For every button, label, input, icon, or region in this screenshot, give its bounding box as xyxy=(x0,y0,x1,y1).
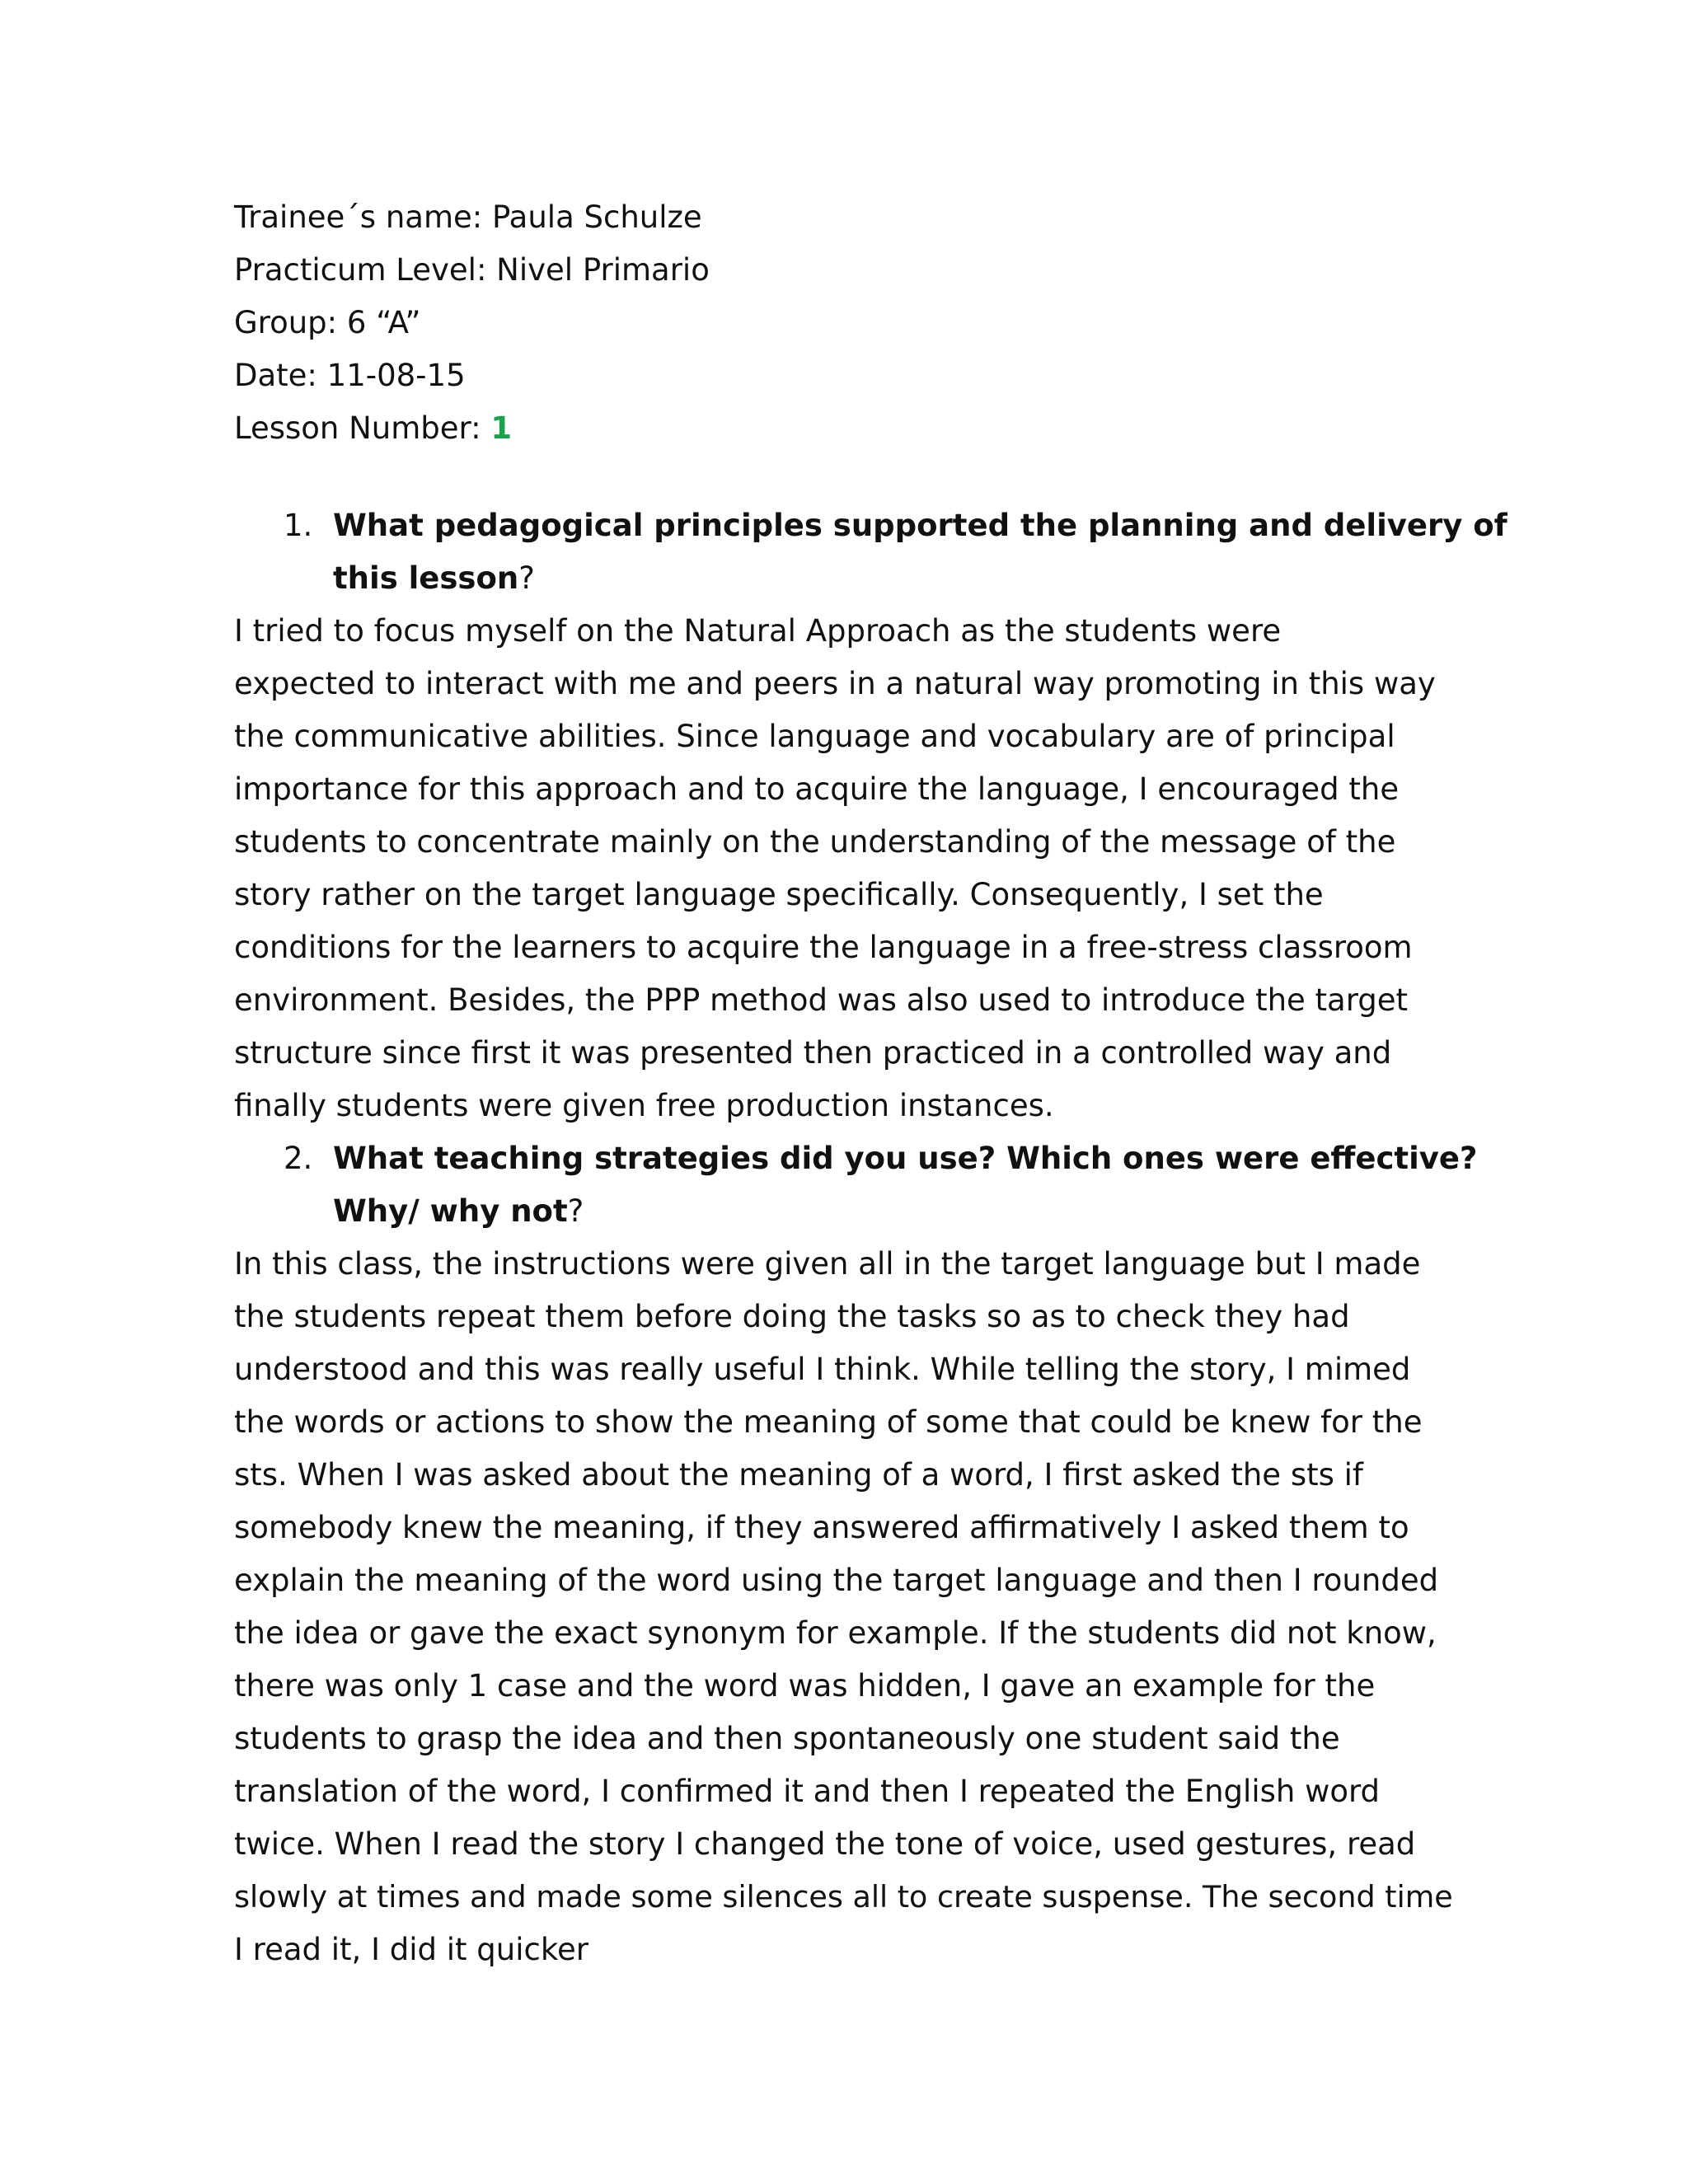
practicum-level-value: Nivel Primario xyxy=(496,252,710,288)
group-line xyxy=(234,297,1470,349)
answer-line: somebody knew the meaning, if they answered affirmatively I asked them to xyxy=(234,1510,1409,1545)
answer-line: structure since first it was presented then practiced in a controlled way and xyxy=(234,1035,1392,1071)
lesson-number-label: Lesson Number: xyxy=(234,410,481,446)
answer-line: there was only 1 case and the word was hidden, I gave an example for the xyxy=(234,1668,1376,1704)
question-text xyxy=(333,1132,1478,1238)
trainee-name-value: Paula Schulze xyxy=(492,199,702,235)
answer-2 xyxy=(234,1238,1470,1976)
question-1 xyxy=(234,499,1507,605)
question-text-fragment: this lesson xyxy=(333,560,519,596)
question-number: 2. xyxy=(284,1141,313,1176)
answer-line: importance for this approach and to acquire the language, I encouraged the xyxy=(234,771,1400,807)
practicum-level-label: Practicum Level: xyxy=(234,252,487,288)
answer-paragraph xyxy=(234,1238,1470,1976)
answer-line: expected to interact with me and peers in a natural way promoting in this way xyxy=(234,666,1436,701)
practicum-level-line xyxy=(234,244,1470,297)
answer-line: story rather on the target language specifically. Consequently, I set the xyxy=(234,877,1324,912)
answer-line: sts. When I was asked about the meaning of a word, I first asked the sts if xyxy=(234,1457,1363,1493)
answer-line: the idea or gave the exact synonym for example. If the students did not know, xyxy=(234,1615,1437,1651)
answer-1 xyxy=(234,605,1470,1132)
question-2 xyxy=(234,1132,1478,1238)
group-label: Group: xyxy=(234,305,338,340)
answer-line: explain the meaning of the word using the target language and then I rounded xyxy=(234,1563,1439,1598)
answer-line: slowly at times and made some silences all to create suspense. The second time xyxy=(234,1879,1453,1915)
lesson-number-value: 1 xyxy=(490,410,513,446)
question-mark: ? xyxy=(567,1193,584,1229)
date-line xyxy=(234,349,1470,402)
question-number: 1. xyxy=(284,508,313,543)
question-text-line xyxy=(333,552,1470,605)
answer-line: twice. When I read the story I changed the tone of voice, used gestures, read xyxy=(234,1826,1416,1862)
answer-line: the words or actions to show the meaning of some that could be knew for the xyxy=(234,1404,1423,1440)
answer-line: translation of the word, I confirmed it and then I repeated the English word xyxy=(234,1774,1381,1809)
answer-line: the communicative abilities. Since language and vocabulary are of principal xyxy=(234,719,1395,754)
answer-line: finally students were given free production instances. xyxy=(234,1088,1054,1123)
question-text-line: What pedagogical principles supported the planning and delivery of xyxy=(333,508,1507,543)
date-label: Date: xyxy=(234,358,317,393)
answer-line: environment. Besides, the PPP method was also used to introduce the target xyxy=(234,982,1409,1018)
question-text-line: What teaching strategies did you use? Which ones were effective? xyxy=(333,1141,1478,1176)
answer-line: the students repeat them before doing the tasks so as to check they had xyxy=(234,1299,1350,1334)
date-value: 11-08-15 xyxy=(326,358,466,393)
lesson-header xyxy=(234,191,1470,455)
question-text xyxy=(333,499,1507,605)
answer-line: I tried to focus myself on the Natural Approach as the students were xyxy=(234,613,1282,649)
lesson-number-line xyxy=(234,402,1470,455)
answer-line: conditions for the learners to acquire the language in a free-stress classroom xyxy=(234,930,1413,965)
answer-paragraph xyxy=(234,605,1470,1132)
trainee-name-label: Trainee´s name: xyxy=(234,199,483,235)
question-text-line xyxy=(333,1185,1470,1238)
answer-line: In this class, the instructions were given all in the target language but I made xyxy=(234,1246,1421,1282)
answer-line: students to concentrate mainly on the understanding of the message of the xyxy=(234,824,1396,860)
question-mark: ? xyxy=(518,560,535,596)
group-value: 6 “A” xyxy=(346,305,421,340)
trainee-name-line xyxy=(234,191,1470,244)
answer-line: students to grasp the idea and then spontaneously one student said the xyxy=(234,1721,1340,1756)
question-text-fragment: Why/ why not xyxy=(333,1193,568,1229)
answer-line: understood and this was really useful I think. While telling the story, I mimed xyxy=(234,1352,1411,1387)
answer-line: I read it, I did it quicker xyxy=(234,1932,588,1967)
